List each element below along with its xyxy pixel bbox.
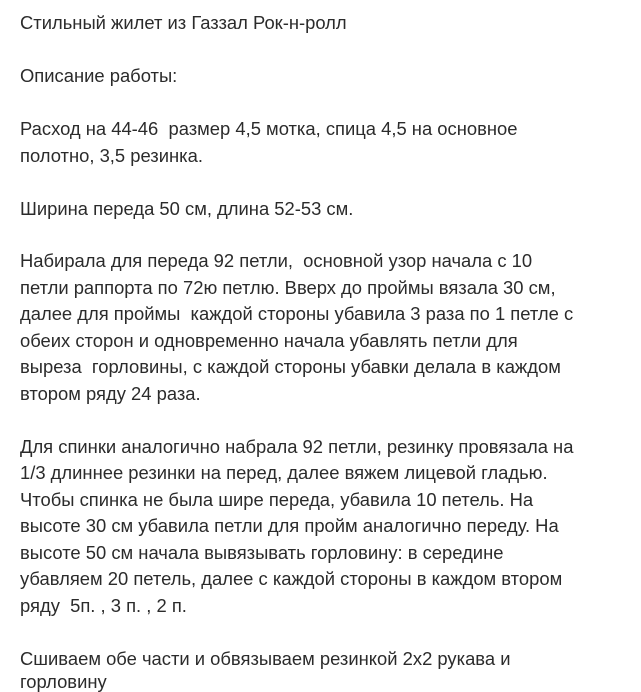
paragraph-front-line-6: втором ряду 24 раза. — [20, 383, 201, 404]
paragraph-front-line-1: Набирала для переда 92 петли, основной узор начала с 10 — [20, 250, 533, 271]
paragraph-front-line-5: выреза горловины, с каждой стороны убавки делала в каждом — [20, 356, 561, 377]
paragraph-yarn-line-1: Расход на 44-46 размер 4,5 мотка, спица 4,5 на основное — [20, 118, 518, 139]
paragraph-back-line-7: ряду 5п. , 3 п. , 2 п. — [20, 595, 187, 616]
paragraph-assembly-line-1: Сшиваем обе части и обвязываем резинкой 2х2 рукава и — [20, 648, 511, 669]
document-title: Стильный жилет из Газзал Рок-н-ролл — [20, 12, 347, 33]
paragraph-back-line-4: высоте 30 см убавила петли для пройм аналогично переду. На — [20, 515, 559, 536]
paragraph-assembly-line-2: горловину — [20, 671, 107, 692]
paragraph-size-line-1: Ширина переда 50 см, длина 52-53 см. — [20, 198, 354, 219]
paragraph-back-line-5: высоте 50 см начала вывязывать горловину: в середине — [20, 542, 504, 563]
paragraph-front-line-3: далее для проймы каждой стороны убавила 3 раза по 1 петле с — [20, 303, 574, 324]
paragraph-back-line-6: убавляем 20 петель, далее с каждой стороны в каждом втором — [20, 568, 563, 589]
paragraph-back-line-3: Чтобы спинка не была шире переда, убавила 10 петель. На — [20, 489, 534, 510]
section-heading: Описание работы: — [20, 65, 178, 86]
paragraph-front-line-2: петли раппорта по 72ю петлю. Вверх до проймы вязала 30 см, — [20, 277, 556, 298]
paragraph-back-line-2: 1/3 длиннее резинки на перед, далее вяжем лицевой гладью. — [20, 462, 548, 483]
paragraph-yarn-line-2: полотно, 3,5 резинка. — [20, 145, 203, 166]
paragraph-back-line-1: Для спинки аналогично набрала 92 петли, резинку провязала на — [20, 436, 574, 457]
paragraph-front-line-4: обеих сторон и одновременно начала убавлять петли для — [20, 330, 518, 351]
